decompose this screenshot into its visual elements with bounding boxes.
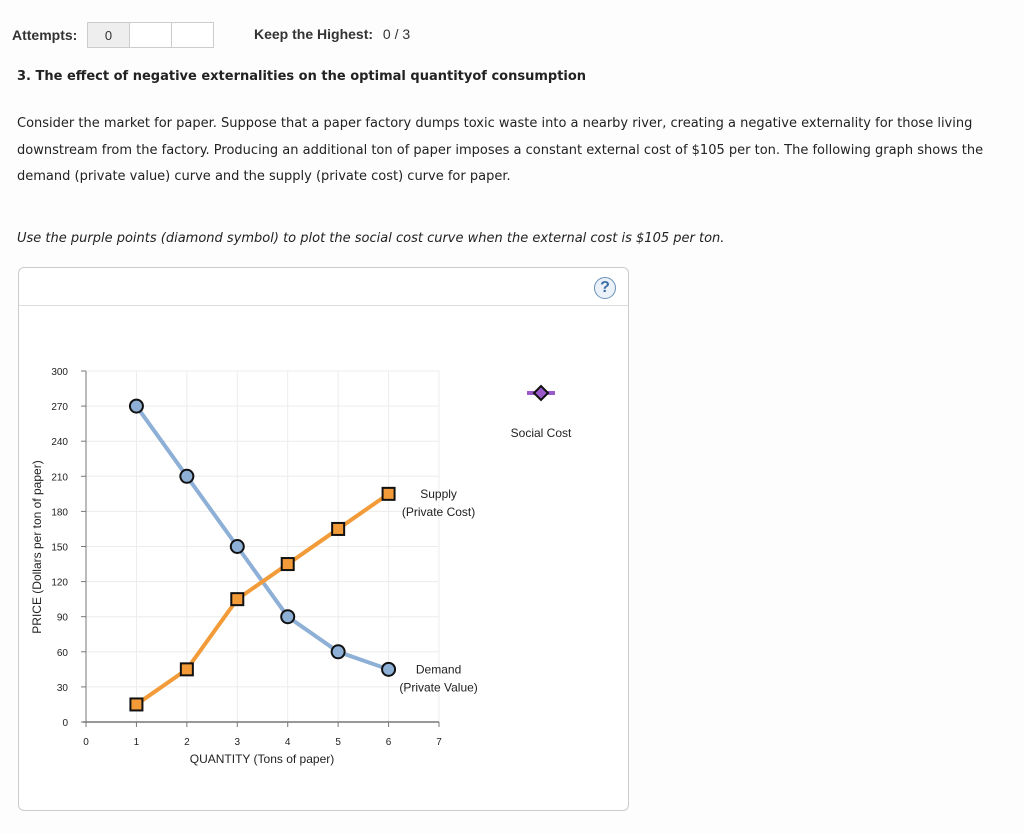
y-tick-label: 270 (51, 402, 68, 414)
x-axis-label: QUANTITY (Tons of paper) (189, 752, 335, 766)
y-tick-label: 90 (56, 612, 68, 624)
series-label: Supply (420, 486, 457, 501)
attempts-bar (12, 22, 214, 48)
y-tick-label: 0 (62, 718, 68, 729)
question-body: Consider the market for paper. Suppose that a paper factory dumps toxic waste into a nearby river, creating a negative externality for those living downstream from the factory. Producing an additional ton of paper imposes a constant external cost of $105 per ton. The following graph shows the demand (private value) curve and the supply (private cost) curve for paper. (17, 116, 984, 184)
x-tick-label: 7 (436, 737, 442, 748)
y-tick-label: 120 (51, 577, 68, 589)
attempt-box-3 (171, 22, 214, 48)
keep-highest-label: Keep the Highest: (254, 26, 374, 42)
help-icon[interactable]: ? (594, 277, 616, 299)
x-tick-label: 4 (284, 737, 291, 748)
attempt-box-1: 0 (87, 22, 130, 48)
panel-header (19, 268, 628, 306)
y-axis-label: PRICE (Dollars per ton of paper) (30, 460, 44, 634)
y-tick-label: 210 (51, 472, 68, 484)
graph-panel (18, 267, 629, 811)
keep-highest (254, 26, 410, 42)
social-cost-legend-label: Social Cost (510, 426, 572, 440)
x-tick-label: 1 (133, 737, 140, 748)
y-tick-label: 60 (56, 647, 68, 659)
question-title: 3. The effect of negative externalities on the optimal quantityof consumption (17, 69, 587, 84)
x-tick-label: 6 (385, 737, 392, 748)
x-tick-label: 5 (335, 737, 341, 748)
series-label: (Private Cost) (401, 504, 476, 519)
series-label: (Private Value) (399, 680, 478, 695)
x-tick-label: 2 (184, 737, 190, 748)
series-label: Demand (415, 662, 462, 677)
keep-highest-value: 0 / 3 (382, 26, 411, 42)
y-tick-label: 300 (51, 367, 68, 378)
attempt-box-2 (129, 22, 172, 48)
y-tick-label: 30 (56, 682, 68, 694)
y-tick-label: 180 (51, 507, 68, 519)
x-tick-label: 0 (83, 737, 89, 748)
x-tick-label: 3 (234, 737, 241, 748)
y-tick-label: 150 (51, 542, 68, 554)
y-tick-label: 240 (51, 437, 68, 449)
attempts-label: Attempts: (12, 27, 78, 43)
instruction-text: Use the purple points (diamond symbol) to plot the social cost curve when the external cost is $105 per ton. (17, 231, 725, 246)
